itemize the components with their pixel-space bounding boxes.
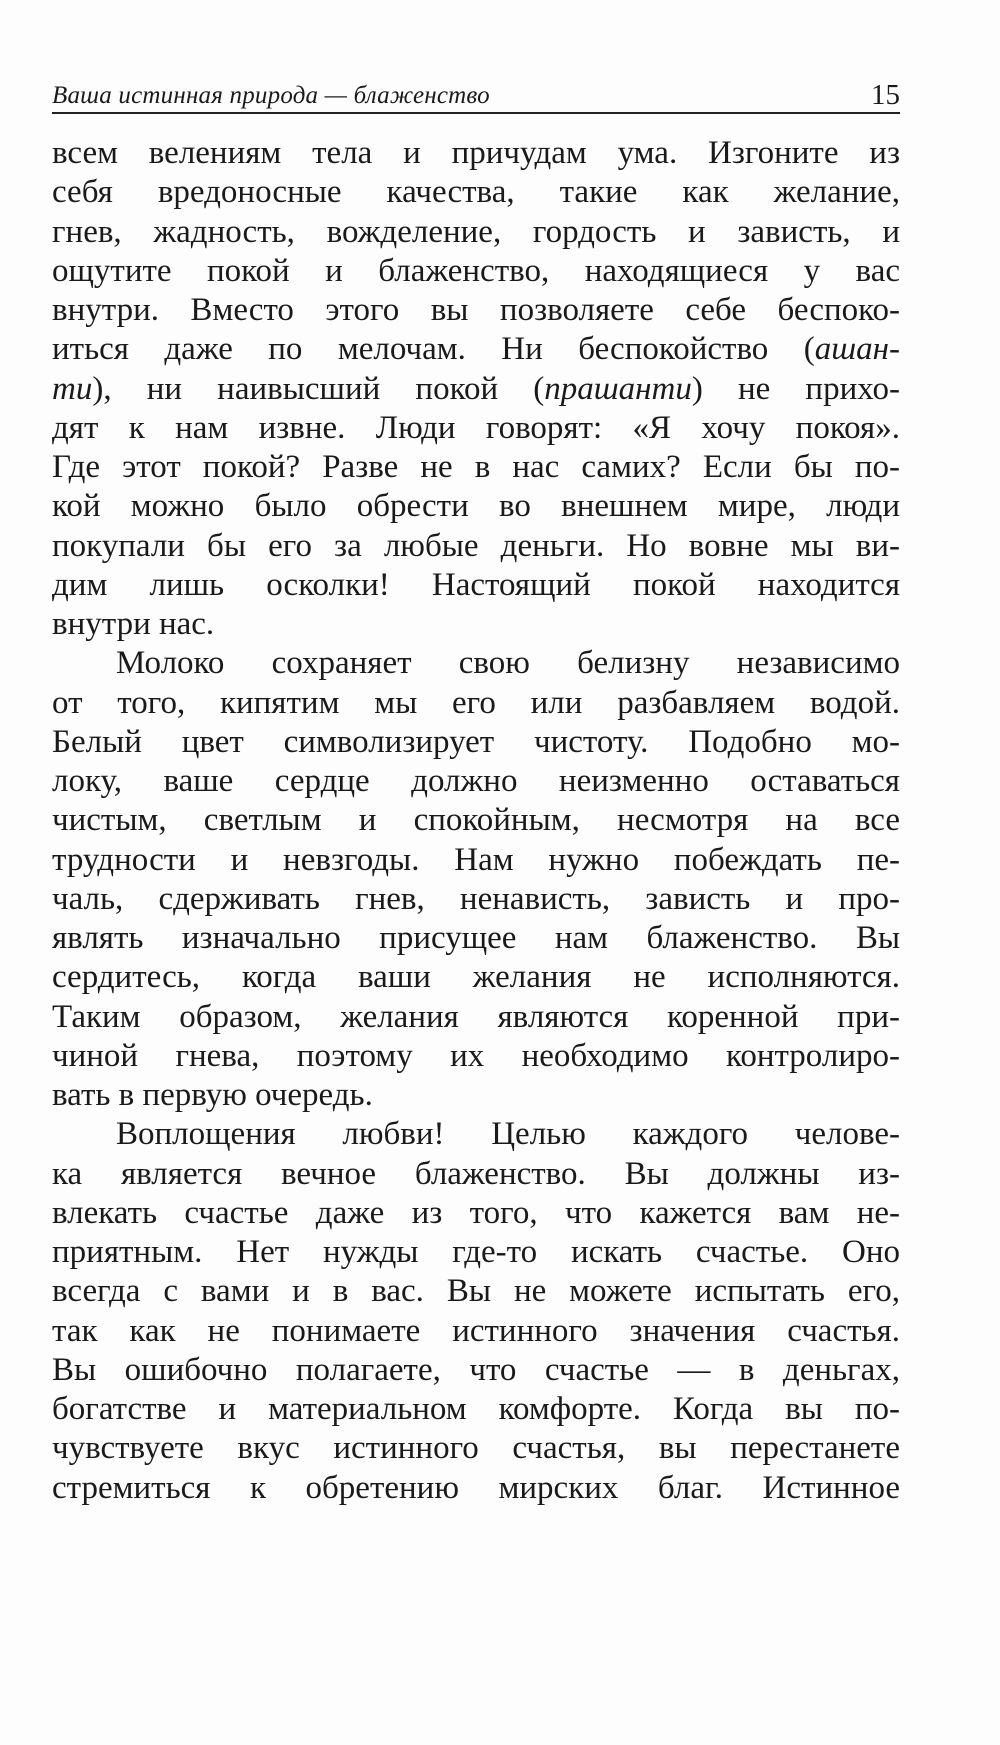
text-segment: ), ни наивысший покой ( (92, 370, 545, 407)
text-segment: ) не прихо- (691, 370, 900, 407)
text-line: Белый цвет символизирует чистоту. Подобно мо- (52, 723, 900, 760)
text-line: сердитесь, когда ваши желания не исполняются. (52, 959, 900, 996)
body-text (52, 134, 900, 1508)
text-line: Где этот покой? Разве не в нас самих? Если бы по- (52, 449, 900, 485)
text-segment: иться даже по мелочам. Ни беспокойство ( (52, 331, 815, 368)
text-line: Вы ошибочно полагаете, что счастье — в деньгах, (52, 1351, 900, 1388)
text-line: чаль, сдерживать гнев, ненависть, зависть и про- (52, 880, 900, 917)
text-line: всегда с вами и в вас. Вы не можете испытать его, (52, 1273, 900, 1310)
text-line: Молоко сохраняет свою белизну независимо (116, 645, 900, 682)
text-line: Таким образом, желания являются коренной при- (52, 998, 900, 1035)
text-line: гнев, жадность, вожделение, гордость и зависть, и (52, 213, 900, 250)
text-line: себя вредоносные качества, такие как желание, (52, 174, 900, 211)
text-line: трудности и невзгоды. Нам нужно побеждать пе- (52, 841, 900, 878)
text-line: являть изначально присущее нам блаженство. Вы (52, 920, 900, 956)
text-line: дим лишь осколки! Настоящий покой находится (52, 566, 900, 603)
text-line: приятным. Нет нужды где-то искать счастье. Оно (52, 1234, 900, 1270)
text-line: богатстве и материальном комфорте. Когда вы по- (52, 1391, 900, 1427)
text-line: всем велениям тела и причудам ума. Изгоните из (52, 135, 900, 171)
text-line: стремиться к обретению мирских благ. Истинное (52, 1469, 900, 1506)
text-line: внутри нас. (52, 606, 215, 642)
italic-term: ашан- (814, 331, 900, 368)
page-number: 15 (871, 79, 900, 111)
text-line: ощутите покой и блаженство, находящиеся у вас (52, 252, 900, 289)
text-line: так как не понимаете истинного значения счастья. (52, 1312, 900, 1349)
text-line: чиной гнева, поэтому их необходимо контролиро- (52, 1037, 900, 1074)
text-line: Воплощения любви! Целью каждого челове- (116, 1116, 900, 1153)
text-line: дят к нам извне. Люди говорят: «Я хочу покоя». (52, 409, 900, 446)
text-line: от того, кипятим мы его или разбавляем водой. (52, 684, 900, 721)
text-line: внутри. Вместо этого вы позволяете себе беспоко- (52, 292, 900, 328)
italic-term: ти (52, 370, 93, 407)
header-title: Ваша истинная природа — блаженство (52, 82, 490, 109)
text-line (52, 370, 900, 409)
running-header (52, 78, 900, 114)
text-line: чувствуете вкус истинного счастья, вы перестанете (52, 1430, 900, 1467)
text-line: локу, ваше сердце должно неизменно оставаться (52, 763, 900, 799)
text-line: кой можно было обрести во внешнем мире, люди (52, 488, 900, 525)
text-line: чистым, светлым и спокойным, несмотря на все (52, 802, 900, 839)
text-line (52, 330, 900, 369)
text-line: влекать счастье даже из того, что кажется вам не- (52, 1194, 900, 1231)
text-line: вать в первую очередь. (52, 1077, 373, 1113)
text-line: ка является вечное блаженство. Вы должны из- (52, 1155, 900, 1192)
text-line: покупали бы его за любые деньги. Но вовне мы ви- (52, 527, 900, 564)
italic-term: прашанти (544, 370, 692, 407)
